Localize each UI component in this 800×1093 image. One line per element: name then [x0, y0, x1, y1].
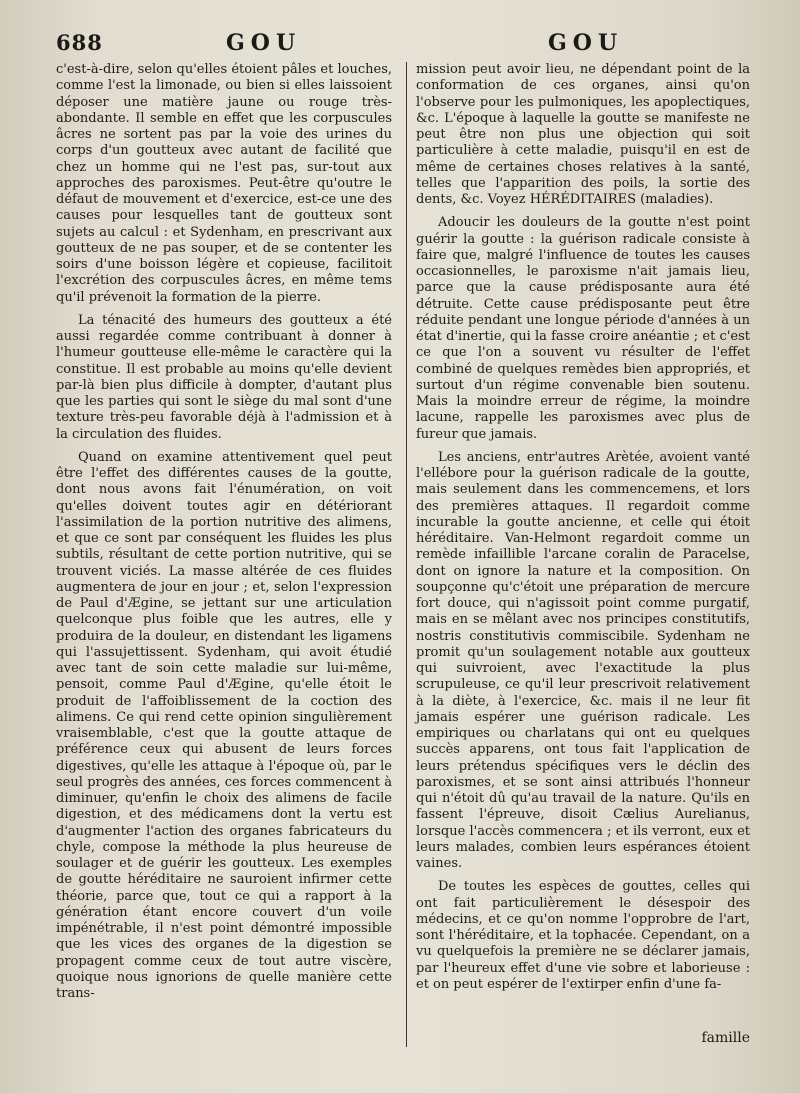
right-column: [416, 62, 750, 1000]
paragraph: Quand on examine attentivement quel peut être l'effet des différentes causes de la goutte, dont nous avons fait l'énumération, on voit qu'elles doivent toutes agir en détériorant l'assimilation de la portion nutritive des alimens, et que ce sont par conséquent les fluides les plus subtils, résultant de cette portion nutritive, qui se trouvent viciés. La masse altérée de ces fluides augmentera de jour en jour ; et, selon l'expression de Paul d'Ægine, se jettant sur une articulation quelconque plus foible que les autres, elle y produira de la douleur, en distendant les ligamens qui l'assujettissent. Sydenham, qui avoit étudié avec tant de soin cette maladie sur lui-même, pensoit, comme Paul d'Ægine, qu'elle étoit le produit de l'affoiblissement de la coction des alimens. Ce qui rend cette opinion singulièrement vraisemblable, c'est que la goutte attaque de préférence ceux qui abusent de leurs forces digestives, qu'elle les attaque à l'époque où, par le seul progrès des années, ces forces commencent à diminuer, qu'enfin le choix des alimens de facile digestion, et des médicamens dont la vertu est d'augmenter l'action des organes fabricateurs du chyle, compose la méthode la plus heureuse de soulager et de guérir les goutteux. Les exemples de goutte héréditaire ne sauroient infirmer cette théorie, parce que, tout ce qui a rapport à la génération étant encore couvert d'un voile impénétrable, il n'est point démontré impossible que les vices des organes de la digestion se propagent comme ceux de tout autre viscère, quoique nous ignorions de quelle manière cette trans-: [56, 449, 392, 1001]
paragraph: De toutes les espèces de gouttes, celles qui ont fait particulièrement le désespoir des médecins, et ce qu'on nomme l'opprobre de l'art, sont l'héréditaire, et la tophacée. Cependant, on a vu quelquefois la première ne se déclarer jamais, par l'heureux effet d'une vie sobre et laborieuse : et on peut espérer de l'extirper enfin d'une fa-: [416, 879, 750, 992]
paragraph: Adoucir les douleurs de la goutte n'est point guérir la goutte : la guérison radicale consiste à faire que, malgré l'influence de toutes les causes occasionnelles, le paroxisme n'ait jamais lieu, parce que la cause prédisposante aura été détruite. Cette cause prédisposante peut être réduite pendant une longue période d'années à un état d'inertie, qui la fasse croire anéantie ; et c'est ce que l'on a souvent vu résulter de l'effet combiné de quelques remèdes bien appropriés, et surtout d'un régime convenable bien soutenu. Mais la moindre erreur de régime, la moindre lacune, rappelle les paroxismes avec plus de fureur que jamais.: [416, 215, 750, 442]
catchword: famille: [701, 1030, 750, 1046]
paragraph: mission peut avoir lieu, ne dépendant point de la conformation de ces organes, ainsi qu'on l'observe pour les pulmoniques, les apoplectiques, &c. L'époque à laquelle la goutte se manifeste ne peut être non plus une objection qui soit particulière à cette maladie, puisqu'il en est de même de certaines choses relatives à la santé, telles que l'apparition des poils, la sortie des dents, &c. Voyez HÉRÉDITAIRES (maladies).: [416, 62, 750, 207]
page-header: [0, 30, 800, 60]
page-number: 688: [56, 30, 103, 55]
running-head-left: GOU: [226, 30, 302, 56]
running-head-right: GOU: [548, 30, 624, 56]
left-column: [56, 62, 392, 1009]
column-divider: [406, 62, 407, 1047]
paragraph: Les anciens, entr'autres Arètée, avoient vanté l'ellébore pour la guérison radicale de la goutte, mais seulement dans les commencemens, et lors des premières attaques. Il regardoit comme incurable la goutte ancienne, et celle qui étoit héréditaire. Van-Helmont regardoit comme un remède infaillible l'arcane coralin de Paracelse, dont on ignore la nature et la composition. On soupçonne qu'c'étoit une préparation de mercure fort douce, qui n'agissoit point comme purgatif, mais en se mêlant avec nos principes constitutifs, nostris constitutivis commiscibile. Sydenham ne promit qu'un soulagement notable aux goutteux qui suivroient, avec l'exactitude la plus scrupuleuse, ce qu'il leur prescrivoit relativement à la diète, à l'exercice, &c. mais il ne leur fit jamais espérer une guérison radicale. Les empiriques ou charlatans qui ont eu quelques succès apparens, ont tous fait l'application de leurs prétendus spécifiques vers le déclin des paroxismes, et se sont ainsi attribués l'honneur qui n'étoit dû qu'au travail de la nature. Qu'ils en fassent l'épreuve, disoit Cælius Aurelianus, lorsque l'accès commencera ; et ils verront, eux et leurs malades, combien leurs espérances étoient vaines.: [416, 449, 750, 871]
paragraph: c'est-à-dire, selon qu'elles étoient pâles et louches, comme l'est la limonade, ou bien si elles laissoient déposer une matière jaune ou rouge très-abondante. Il semble en effet que les corpuscules âcres ne sortent pas par la voie des urines du corps d'un goutteux avec autant de facilité que chez un homme qui ne l'est pas, sur-tout aux approches des paroxismes. Peut-être qu'outre le défaut de mouvement et d'exercice, est-ce une des causes pour lesquelles tant de goutteux sont sujets au calcul : et Sydenham, en prescrivant aux goutteux de ne pas souper, et de se contenter les soirs d'une boisson légère et copieuse, facilitoit l'excrétion des corpuscules âcres, en même tems qu'il prévenoit la formation de la pierre.: [56, 62, 392, 305]
paragraph: La ténacité des humeurs des goutteux a été aussi regardée comme contribuant à donner à l'humeur goutteuse elle-même le caractère qui la constitue. Il est probable au moins qu'elle devient par-là bien plus difficile à dompter, d'autant plus que les parties qui sont le siège du mal sont d'une texture très-peu favorable déjà à l'admission et à la circulation des fluides.: [56, 312, 392, 442]
